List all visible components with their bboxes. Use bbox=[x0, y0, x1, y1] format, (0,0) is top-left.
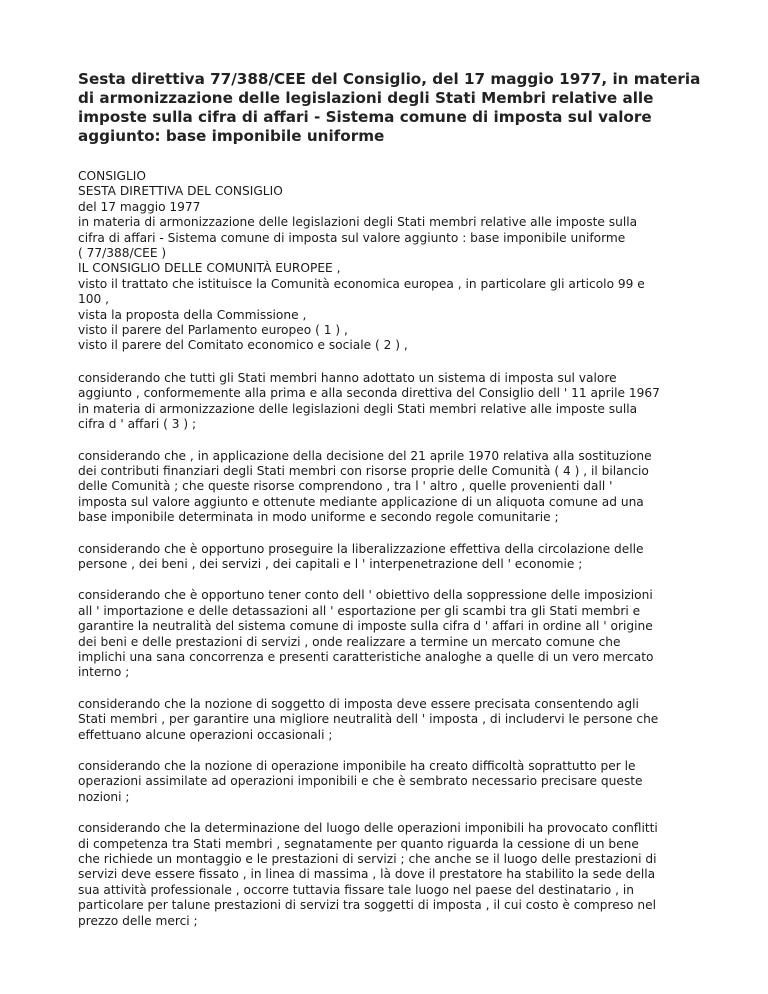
header-line: del 17 maggio 1977 bbox=[78, 199, 201, 214]
header-line: visto il parere del Parlamento europeo ( 1 ) , bbox=[78, 323, 348, 338]
header-line: ( 77/388/CEE ) bbox=[78, 246, 167, 261]
recital-paragraph: considerando che è opportuno proseguire la liberalizzazione effettiva della circolazione delle persone , dei beni , dei servizi , dei capitali e l ' interpenetrazione dell ' economie ; bbox=[78, 541, 644, 571]
header-line: cifra di affari - Sistema comune di imposta sul valore aggiunto : base imponibile uniforme bbox=[78, 230, 626, 245]
header-line: vista la proposta della Commissione , bbox=[78, 307, 307, 322]
document-title: Sesta direttiva 77/388/CEE del Consiglio, del 17 maggio 1977, in materia di armonizzazione delle legislazioni degli Stati Membri relative alle imposte sulla cifra di affari - Sistema comune di imposta sul valore aggiunto: base imponibile uniforme bbox=[78, 70, 701, 145]
recital-paragraph: considerando che , in applicazione della decisione del 21 aprile 1970 relativa alla sostituzione dei contributi finanziari degli Stati membri con risorse proprie delle Comunità ( 4 ) , il bilancio delle Comunità ; che queste risorse comprendono , tra l ' altro , quelle provenienti dall ' imposta sul valore aggiunto e ottenute mediante applicazione di un aliquota comune ad una base imponibile determinata in modo uniforme e secondo regole comunitarie ; bbox=[78, 448, 652, 525]
header-line: SESTA DIRETTIVA DEL CONSIGLIO bbox=[78, 184, 283, 199]
recital-paragraph: considerando che tutti gli Stati membri hanno adottato un sistema di imposta sul valore aggiunto , conformemente alla prima e alla seconda direttiva del Consiglio dell ' 11 aprile 1967 in materia di armonizzazione delle legislazioni degli Stati membri relative alle imposte sulla cifra d ' affari ( 3 ) ; bbox=[78, 370, 660, 432]
recital-paragraph: considerando che la nozione di soggetto di imposta deve essere precisata consentendo agli Stati membri , per garantire una migliore neutralità dell ' imposta , di includervi le persone che effettuano alcune operazioni occasionali ; bbox=[78, 696, 659, 742]
header-line: IL CONSIGLIO DELLE COMUNITÀ EUROPEE , bbox=[78, 261, 341, 276]
header-line: visto il trattato che istituisce la Comunità economica europea , in particolare gli articolo 99 e bbox=[78, 276, 645, 291]
header-line: CONSIGLIO bbox=[78, 169, 146, 183]
header-line: 100 , bbox=[78, 292, 110, 307]
recital-paragraph: considerando che la determinazione del luogo delle operazioni imponibili ha provocato conflitti di competenza tra Stati membri , segnatamente per quanto riguarda la cessione di un bene che richiede un montaggio e le prestazioni di servizi ; che anche se il luogo delle prestazioni di servizi deve essere fissato , in linea di massima , là dove il prestatore ha stabilito la sede della sua attività professionale , occorre tuttavia fissare tale luogo nel paese del destinatario , in particolare per talune prestazioni di servizi tra soggetti di imposta , il cui costo è compreso nel prezzo delle merci ; bbox=[78, 821, 658, 928]
header-line: in materia di armonizzazione delle legislazioni degli Stati membri relative alle imposte sulla bbox=[78, 215, 638, 230]
recital-paragraph: considerando che la nozione di operazione imponibile ha creato difficoltà soprattutto per le operazioni assimilate ad operazioni imponibili e che è sembrato necessario precisare queste nozioni ; bbox=[78, 759, 643, 804]
directive-header bbox=[78, 169, 718, 354]
recital-paragraph: considerando che è opportuno tener conto dell ' obiettivo della soppressione delle imposizioni all ' importazione e delle detassazioni all ' esportazione per gli scambi tra gli Stati membri e garantire la neutralità del sistema comune di imposte sulla cifra d ' affari in ordine all ' origine dei beni e delle prestazioni di servizi , onde realizzare a termine un mercato comune che implichi una sana concorrenza e presenti caratteristiche analoghe a quelle di un vero mercato interno ; bbox=[78, 588, 654, 680]
header-line: visto il parere del Comitato economico e sociale ( 2 ) , bbox=[78, 338, 408, 353]
